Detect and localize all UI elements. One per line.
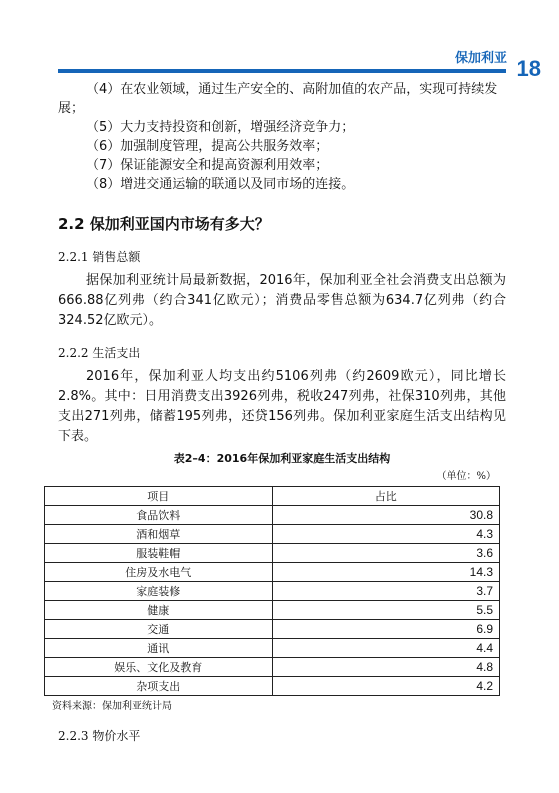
row-share: 6.9	[272, 620, 500, 639]
table-row	[45, 506, 500, 525]
list-item: （4）在农业领域，通过生产安全的、高附加值的农产品，实现可持续发展；	[58, 82, 498, 116]
paragraph-sales: 据保加利亚统计局最新数据，2016年，保加利亚全社会消费支出总额为666.88亿列弗（约合341亿欧元）；消费品零售总额为634.7亿列弗（约合324.52亿欧元）。	[58, 273, 506, 328]
row-share: 5.5	[272, 601, 500, 620]
row-item: 食品饮料	[45, 506, 273, 525]
header-rule	[58, 69, 506, 73]
subsection-heading-222: 2.2.2 生活支出	[58, 346, 141, 360]
section-heading: 2.2 保加利亚国内市场有多大？	[58, 215, 270, 233]
row-share: 4.3	[272, 525, 500, 544]
table-row	[45, 677, 500, 696]
table-row	[45, 658, 500, 677]
table-header-row	[45, 487, 500, 506]
table-source: 资料来源：保加利亚统计局	[52, 701, 172, 712]
row-share: 4.8	[272, 658, 500, 677]
header-share: 占比	[272, 487, 500, 506]
table-row	[45, 620, 500, 639]
page-content	[52, 80, 506, 750]
page-number: 18	[516, 56, 541, 81]
row-share: 3.7	[272, 582, 500, 601]
row-share: 3.6	[272, 544, 500, 563]
row-item: 酒和烟草	[45, 525, 273, 544]
row-share: 14.3	[272, 563, 500, 582]
subsection-heading-223: 2.2.3 物价水平	[58, 729, 141, 743]
list-item: （7）保证能源安全和提高资源利用效率；	[86, 158, 329, 173]
row-item: 住房及水电气	[45, 563, 273, 582]
list-item: （5）大力支持投资和创新，增强经济竞争力；	[86, 120, 355, 135]
row-item: 通讯	[45, 639, 273, 658]
expenditure-table	[44, 486, 500, 696]
row-item: 杂项支出	[45, 677, 273, 696]
list-item: （6）加强制度管理，提高公共服务效率；	[86, 139, 329, 154]
table-row	[45, 601, 500, 620]
row-item: 交通	[45, 620, 273, 639]
row-item: 家庭装修	[45, 582, 273, 601]
table-unit: （单位：%）	[436, 471, 496, 482]
table-title: 表2–4：2016年保加利亚家庭生活支出结构	[173, 452, 391, 465]
row-share: 4.4	[272, 639, 500, 658]
row-item: 健康	[45, 601, 273, 620]
table-row	[45, 639, 500, 658]
row-item: 娱乐、文化及教育	[45, 658, 273, 677]
row-share: 4.2	[272, 677, 500, 696]
table-row	[45, 563, 500, 582]
row-share: 30.8	[272, 506, 500, 525]
table-row	[45, 544, 500, 563]
paragraph-expenditure: 2016年，保加利亚人均支出约5106列弗（约2609欧元），同比增长2.8%。其中：日用消费支出3926列弗，税收247列弗，社保310列弗，其他支出271列弗，储蓄195列弗，还贷156列弗。保加利亚家庭生活支出结构见下表。	[58, 369, 506, 444]
subsection-heading-221: 2.2.1 销售总额	[58, 250, 141, 264]
list-item: （8）增进交通运输的联通以及同市场的连接。	[86, 177, 355, 192]
row-item: 服装鞋帽	[45, 544, 273, 563]
running-title: 保加利亚	[454, 51, 507, 66]
table-row	[45, 582, 500, 601]
table-row	[45, 525, 500, 544]
header-item: 项目	[45, 487, 273, 506]
